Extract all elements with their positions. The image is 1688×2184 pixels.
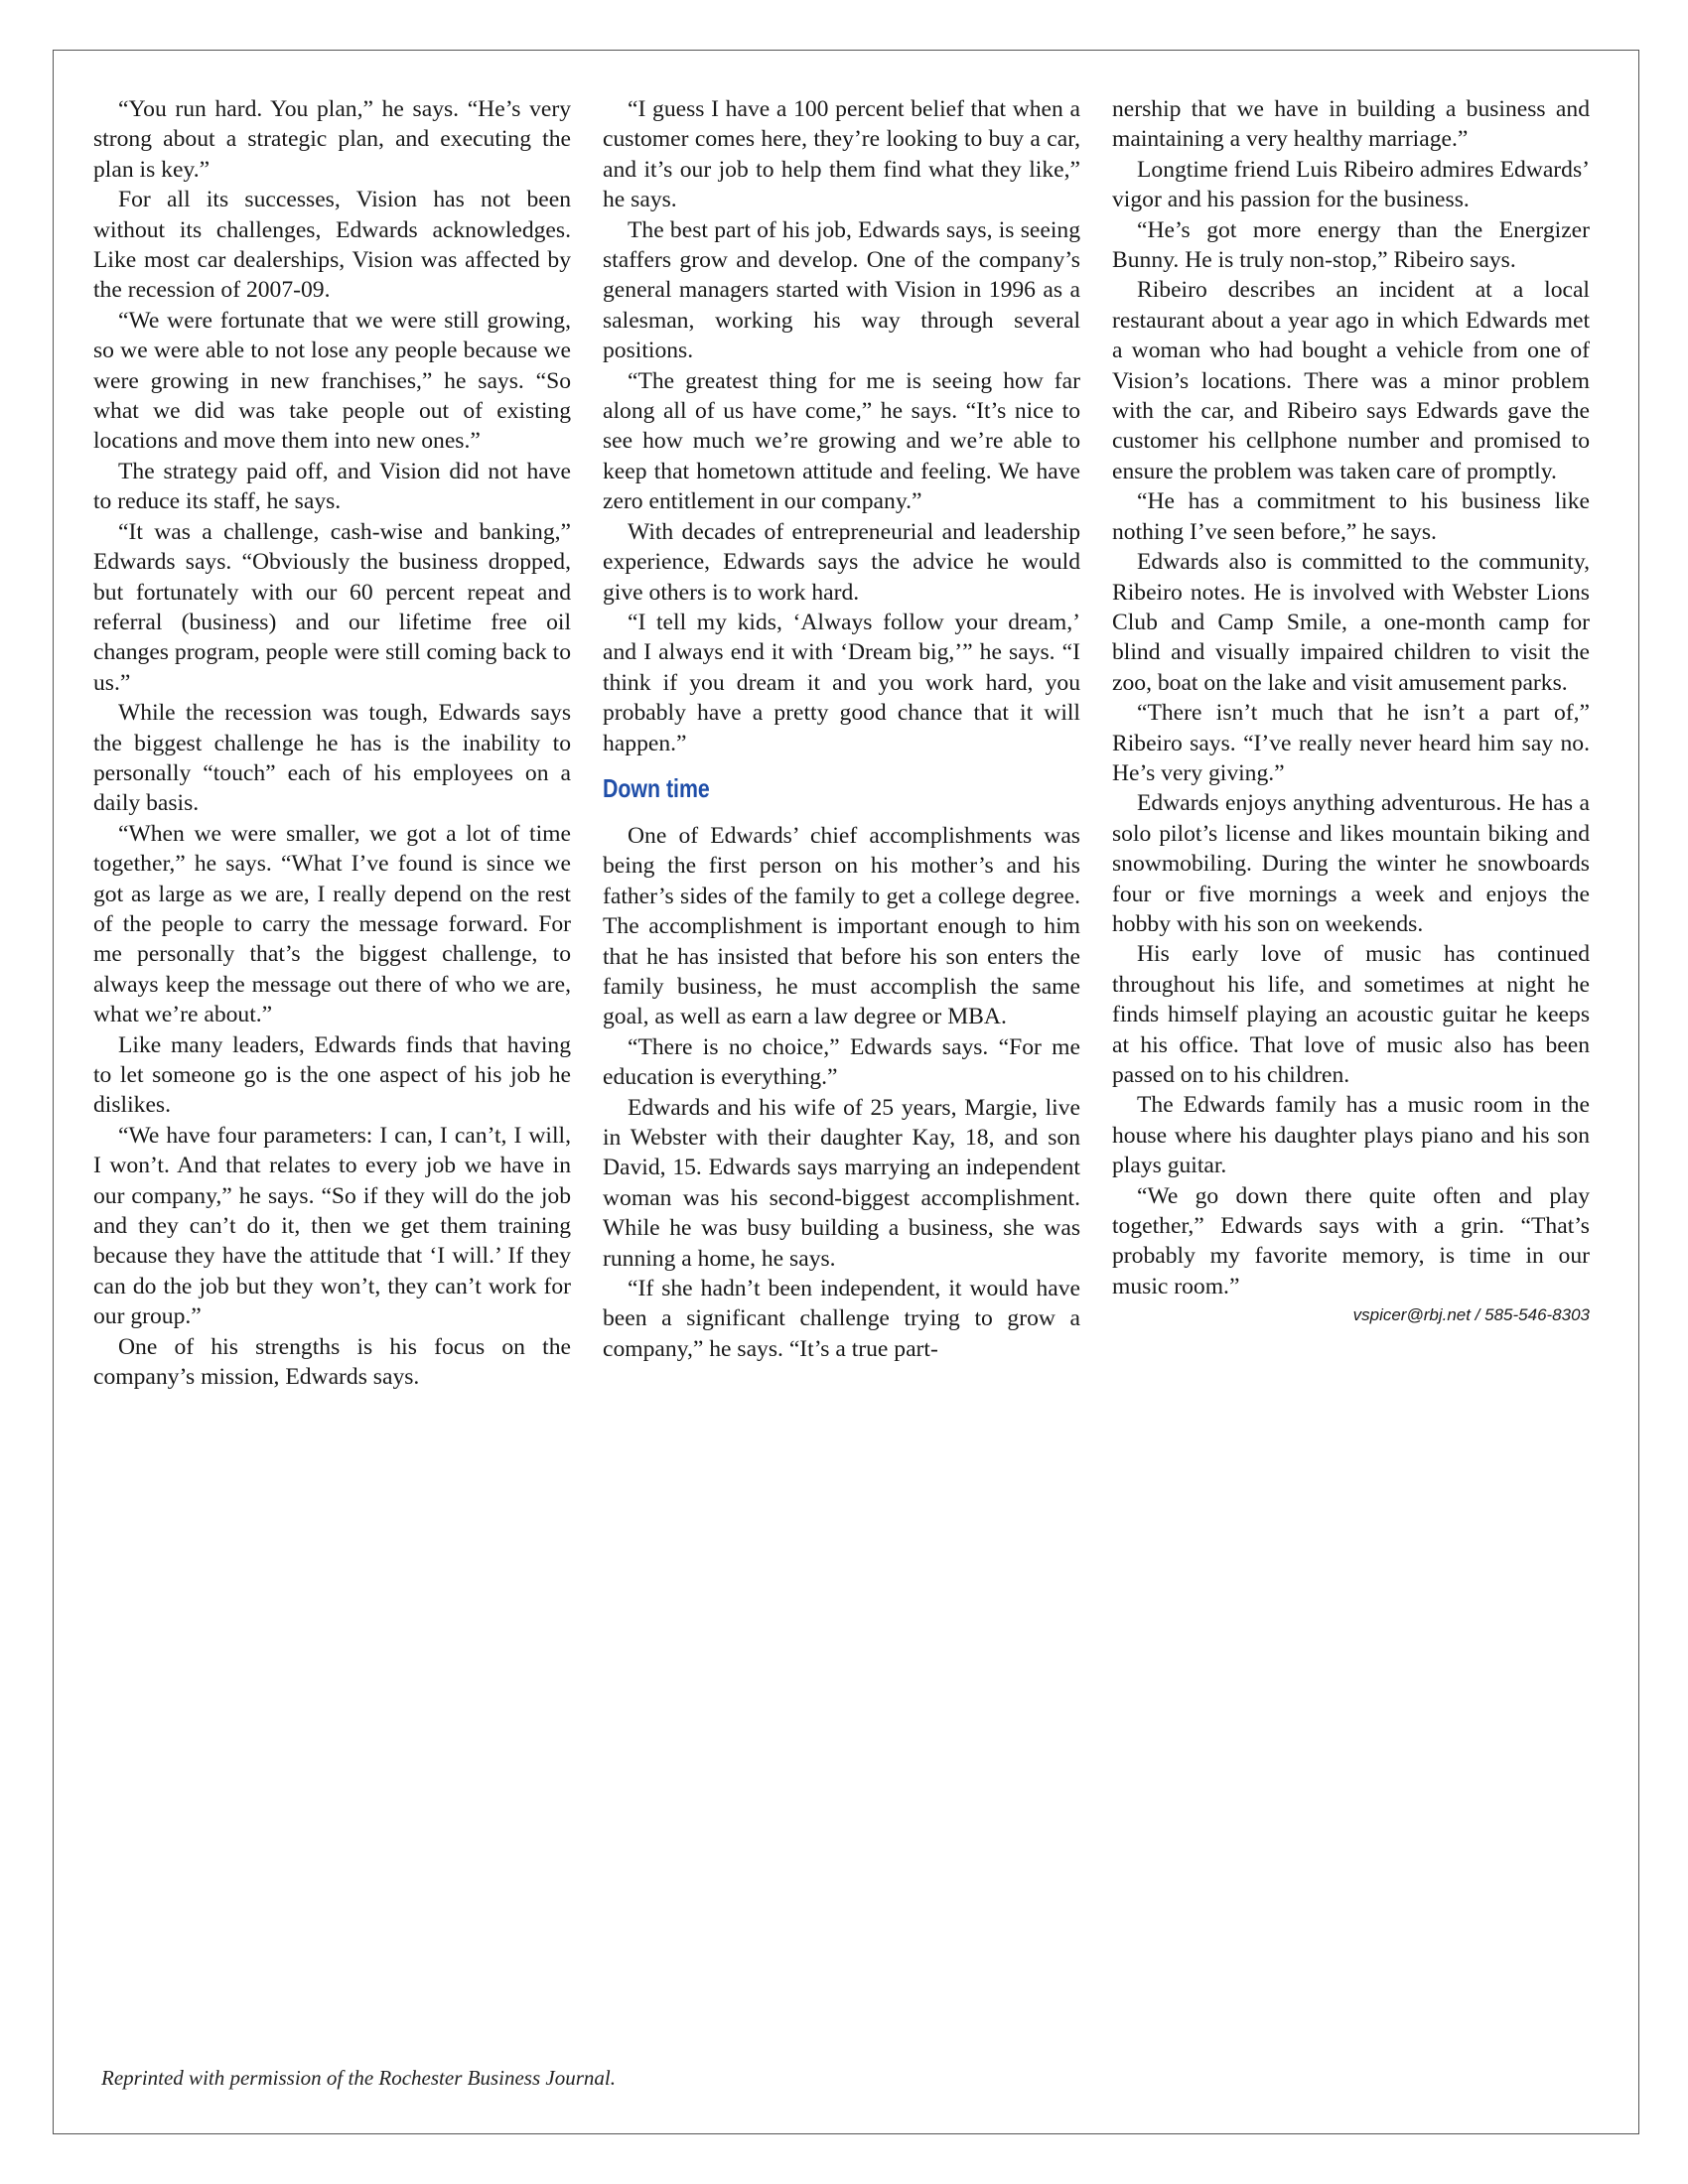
paragraph: Ribeiro describes an incident at a local restaurant about a year ago in which Edwards met a woman who had bought a vehicle from one of Vision’s locations. There was a minor problem with the car, and Ribeiro says Edwards gave the customer his cellphone number and promised to ensure the problem was taken care of promptly. — [1112, 277, 1590, 484]
paragraph: Longtime friend Luis Ribeiro admires Edwards’ vigor and his passion for the business. — [1112, 156, 1590, 213]
article-column-3 — [1112, 94, 1590, 1327]
paragraph: Edwards enjoys anything adventurous. He has a solo pilot’s license and likes mountain biking and snowmobiling. During the winter he snowboards four or five mornings a week and enjoys the hobby with his son on weekends. — [1112, 790, 1590, 937]
paragraph: With decades of entrepreneurial and leadership experience, Edwards says the advice he would give others is to work hard. — [603, 518, 1080, 606]
paragraph: “It was a challenge, cash-wise and banking,” Edwards says. “Obviously the business dropped, but fortunately with our 60 percent repeat and referral (business) and our lifetime free oil changes program, people were still coming back to us.” — [93, 518, 571, 696]
paragraph: “We go down there quite often and play together,” Edwards says with a grin. “That’s probably my favorite memory, is time in our music room.” — [1112, 1182, 1590, 1299]
paragraph: One of Edwards’ chief accomplishments was being the first person on his mother’s and his father’s sides of the family to get a college degree. The accomplishment is important enough to him that he has insisted that before his son enters the family business, he must accomplish the same goal, as well as earn a law degree or MBA. — [603, 822, 1080, 1030]
article-column-2 — [603, 94, 1080, 1364]
paragraph: “We were fortunate that we were still growing, so we were able to not lose any people because we were growing in new franchises,” he says. “So what we did was take people out of existing locations and move them into new ones.” — [93, 307, 571, 455]
paragraph: “I guess I have a 100 percent belief that when a customer comes here, they’re looking to buy a car, and it’s our job to help them find what they like,” he says. — [603, 96, 1080, 213]
paragraph: “We have four parameters: I can, I can’t, I will, I won’t. And that relates to every job we have in our company,” he says. “So if they will do the job and they can’t do it, then we get them training because they have the attitude that ‘I will.’ If they can do the job but they won’t, they can’t work for our group.” — [93, 1122, 571, 1330]
paragraph: “I tell my kids, ‘Always follow your dream,’ and I always end it with ‘Dream big,’” he says. “I think if you dream it and you work hard, you probably have a pretty good chance that it will happen.” — [603, 609, 1080, 756]
paragraph: “If she hadn’t been independent, it would have been a significant challenge trying to grow a company,” he says. “It’s a true part- — [603, 1276, 1080, 1362]
page-frame — [53, 50, 1639, 2134]
subhead-down-time: Down time — [603, 772, 710, 803]
paragraph: The Edwards family has a music room in the house where his daughter plays piano and his son plays guitar. — [1112, 1092, 1590, 1179]
paragraph: “He’s got more energy than the Energizer Bunny. He is truly non-stop,” Ribeiro says. — [1112, 216, 1590, 274]
paragraph: One of his strengths is his focus on the company’s mission, Edwards says. — [93, 1333, 571, 1391]
paragraph: “You run hard. You plan,” he says. “He’s very strong about a strategic plan, and executing the plan is key.” — [93, 96, 571, 183]
paragraph: While the recession was tough, Edwards says the biggest challenge he has is the inability to personally “touch” each of his employees on a daily basis. — [93, 700, 571, 817]
author-byline: vspicer@rbj.net / 585-546-8303 — [1352, 1305, 1590, 1325]
paragraph: Edwards and his wife of 25 years, Margie, live in Webster with their daughter Kay, 18, and son David, 15. Edwards says marrying an independent woman was his second-biggest accomplishment. While he was busy building a business, she was running a home, he says. — [603, 1094, 1080, 1272]
paragraph: “There is no choice,” Edwards says. “For me education is everything.” — [603, 1033, 1080, 1091]
paragraph: The strategy paid off, and Vision did not have to reduce its staff, he says. — [93, 458, 571, 515]
paragraph: His early love of music has continued throughout his life, and sometimes at night he finds himself playing an acoustic guitar he keeps at his office. That love of music also has been passed on to his children. — [1112, 941, 1590, 1088]
reprint-note: Reprinted with permission of the Rochester Business Journal. — [101, 2066, 616, 2090]
paragraph: “He has a commitment to his business like nothing I’ve seen before,” he says. — [1112, 488, 1590, 545]
paragraph: “When we were smaller, we got a lot of time together,” he says. “What I’ve found is since we got as large as we are, I really depend on the rest of the people to carry the message forward. For me personally that’s the biggest challenge, to always keep the message out there of who we are, what we’re about.” — [93, 820, 571, 1028]
paragraph: For all its successes, Vision has not been without its challenges, Edwards acknowledges. Like most car dealerships, Vision was affected by the recession of 2007-09. — [93, 187, 571, 304]
paragraph: The best part of his job, Edwards says, is seeing staffers grow and develop. One of the company’s general managers started with Vision in 1996 as a salesman, working his way through several positions. — [603, 216, 1080, 364]
paragraph: Like many leaders, Edwards finds that having to let someone go is the one aspect of his job he dislikes. — [93, 1031, 571, 1119]
article-column-1 — [93, 94, 571, 1392]
paragraph: “There isn’t much that he isn’t a part of,” Ribeiro says. “I’ve really never heard him say no. He’s very giving.” — [1112, 700, 1590, 786]
paragraph: “The greatest thing for me is seeing how far along all of us have come,” he says. “It’s nice to see how much we’re growing and we’re able to keep that hometown attitude and feeling. We have zero entitlement in our company.” — [603, 367, 1080, 515]
paragraph-continued: nership that we have in building a business and maintaining a very healthy marriage.” — [1112, 96, 1590, 153]
paragraph: Edwards also is committed to the community, Ribeiro notes. He is involved with Webster Lions Club and Camp Smile, a one-month camp for blind and visually impaired children to visit the zoo, boat on the lake and visit amusement parks. — [1112, 549, 1590, 696]
